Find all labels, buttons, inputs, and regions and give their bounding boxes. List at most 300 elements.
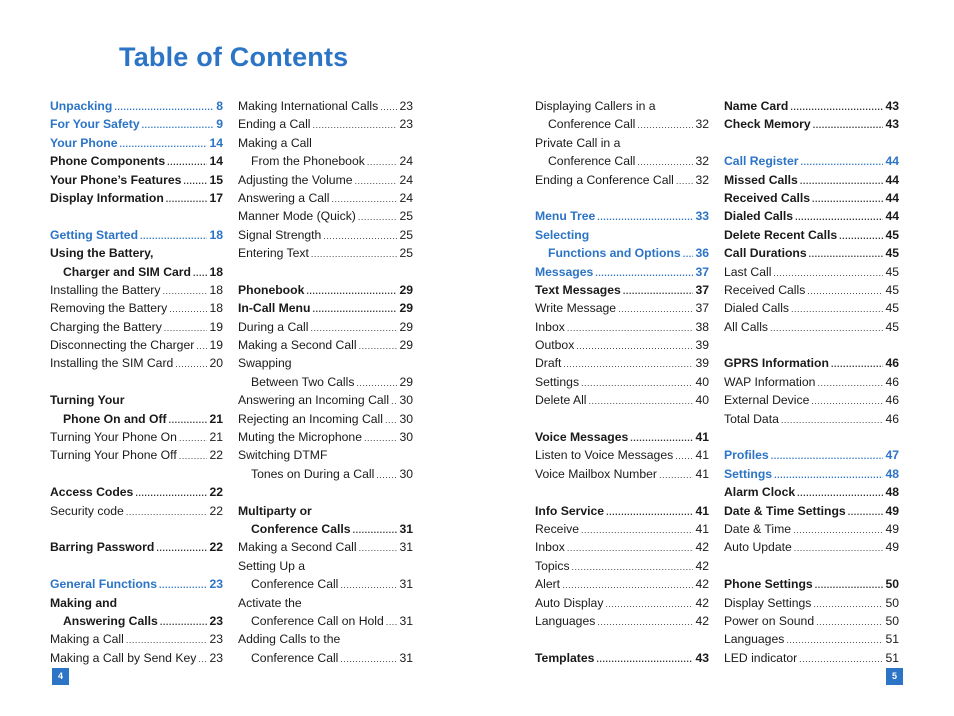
toc-entry-page: 25	[399, 227, 413, 242]
toc-entry-text: General Functions	[50, 577, 157, 592]
toc-spacer	[50, 520, 223, 538]
dot-leader	[774, 466, 883, 484]
toc-entry-page: 40	[695, 374, 709, 389]
toc-entry	[238, 189, 413, 207]
toc-spacer	[724, 134, 899, 152]
dot-leader	[637, 153, 693, 171]
toc-entry-page: 44	[885, 172, 899, 187]
toc-entry-page: 45	[885, 246, 899, 261]
toc-column-2	[238, 97, 413, 667]
toc-entry	[238, 649, 413, 667]
dot-leader	[367, 153, 398, 171]
toc-entry	[724, 502, 899, 520]
toc-entry-text: Name Card	[724, 99, 789, 113]
toc-entry-page: 32	[695, 172, 709, 187]
toc-entry-text: Rejecting an Incoming Call	[238, 411, 383, 426]
dot-leader	[773, 264, 883, 282]
dot-leader	[198, 650, 207, 668]
dot-leader	[771, 447, 884, 465]
toc-entry	[535, 299, 709, 317]
toc-entry	[238, 575, 413, 593]
toc-entry	[238, 538, 413, 556]
toc-spacer	[724, 557, 899, 575]
toc-entry-text: Conference Call	[548, 117, 636, 132]
dot-leader	[797, 484, 883, 502]
toc-entry	[724, 410, 899, 428]
toc-entry-page: 20	[209, 356, 223, 371]
toc-entry-text: Date & Time	[724, 521, 792, 536]
toc-entry	[50, 152, 223, 170]
toc-entry-text: Ending a Conference Call	[535, 172, 674, 187]
toc-spacer	[724, 336, 899, 354]
toc-entry-text: Phone Components	[50, 154, 166, 169]
toc-entry-text: Adding Calls to the	[238, 632, 341, 647]
toc-entry-page: 45	[885, 301, 899, 316]
toc-entry	[238, 502, 413, 520]
toc-entry-text: Inbox	[535, 540, 565, 555]
dot-leader	[159, 576, 207, 594]
toc-entry	[238, 612, 413, 630]
toc-entry	[238, 299, 413, 317]
toc-entry	[50, 299, 223, 317]
toc-entry-text: Turning Your	[50, 393, 125, 408]
toc-entry-page: 17	[209, 190, 223, 205]
toc-entry	[724, 226, 899, 244]
toc-entry	[535, 446, 709, 464]
toc-entry	[238, 391, 413, 409]
toc-entry-text: Private Call in a	[535, 135, 621, 150]
toc-entry-page: 23	[209, 613, 223, 628]
toc-entry	[238, 281, 413, 299]
toc-entry-page: 37	[695, 264, 709, 279]
toc-entry-page: 31	[399, 613, 413, 628]
dot-leader	[800, 172, 884, 190]
toc-entry-text: Received Calls	[724, 282, 806, 297]
toc-entry-text: Making a Call	[50, 632, 124, 647]
toc-entry	[50, 446, 223, 464]
toc-column-4	[724, 97, 899, 667]
toc-entry	[724, 171, 899, 189]
toc-entry-text: Languages	[535, 613, 596, 628]
toc-entry	[724, 263, 899, 281]
toc-entry	[724, 354, 899, 372]
toc-entry	[50, 483, 223, 501]
toc-entry-page: 24	[399, 172, 413, 187]
toc-entry-text: Charging the Battery	[50, 319, 162, 334]
toc-entry-text: Barring Password	[50, 540, 155, 555]
dot-leader	[306, 282, 397, 300]
dot-leader	[313, 116, 398, 134]
toc-entry-page: 43	[695, 650, 709, 665]
toc-entry-text: Last Call	[724, 264, 772, 279]
toc-entry-page: 40	[695, 393, 709, 408]
toc-entry-page: 30	[399, 466, 413, 481]
toc-entry	[724, 189, 899, 207]
toc-entry-text: Draft	[535, 356, 562, 371]
toc-entry-text: External Device	[724, 393, 810, 408]
toc-entry-text: Displaying Callers in a	[535, 99, 656, 113]
toc-section-entry	[50, 226, 223, 244]
toc-entry-text: Access Codes	[50, 485, 134, 500]
dot-leader	[385, 411, 397, 429]
toc-entry-text: Between Two Calls	[251, 374, 355, 389]
toc-entry	[50, 244, 223, 262]
dot-leader	[831, 355, 883, 373]
toc-entry-page: 23	[399, 117, 413, 132]
toc-entry	[535, 336, 709, 354]
dot-leader	[597, 613, 693, 631]
toc-entry	[724, 649, 899, 667]
dot-leader	[135, 484, 207, 502]
toc-entry-page: 49	[885, 540, 899, 555]
toc-entry	[238, 428, 413, 446]
toc-entry-text: Answering a Call	[238, 190, 330, 205]
toc-spacer	[535, 630, 709, 648]
left-page-number: 4	[52, 668, 69, 685]
toc-entry	[535, 428, 709, 446]
dot-leader	[605, 595, 693, 613]
dot-leader	[581, 521, 693, 539]
dot-leader	[196, 337, 207, 355]
dot-leader	[386, 613, 398, 631]
toc-entry-page: 49	[885, 503, 899, 518]
toc-entry	[535, 502, 709, 520]
toc-entry	[50, 263, 223, 281]
toc-entry-text: Power on Sound	[724, 613, 815, 628]
toc-entry-page: 42	[695, 558, 709, 573]
toc-entry-page: 14	[209, 154, 223, 169]
toc-entry	[50, 391, 223, 409]
toc-entry-text: Conference Call	[251, 577, 339, 592]
toc-column-1	[50, 97, 223, 667]
dot-leader	[567, 319, 694, 337]
toc-spacer	[535, 483, 709, 501]
dot-leader	[563, 355, 693, 373]
dot-leader	[164, 319, 208, 337]
toc-entry-text: Making a Second Call	[238, 540, 357, 555]
toc-entry	[535, 134, 709, 152]
toc-entry-page: 31	[399, 577, 413, 592]
toc-entry-text: Functions and Options	[548, 246, 681, 261]
toc-entry-page: 36	[695, 246, 709, 261]
toc-entry-text: Signal Strength	[238, 227, 322, 242]
dot-leader	[812, 190, 883, 208]
toc-section-entry	[535, 244, 709, 262]
toc-entry	[238, 354, 413, 372]
toc-entry-text: Making a Call	[238, 135, 312, 150]
toc-section-entry	[535, 263, 709, 281]
dot-leader	[169, 411, 208, 429]
toc-entry-page: 45	[885, 227, 899, 242]
toc-entry-text: Delete Recent Calls	[724, 227, 838, 242]
dot-leader	[799, 650, 883, 668]
toc-entry	[238, 244, 413, 262]
toc-entry-text: Turning Your Phone Off	[50, 448, 177, 463]
toc-entry	[50, 336, 223, 354]
toc-entry-page: 29	[399, 319, 413, 334]
toc-entry	[50, 410, 223, 428]
dot-leader	[848, 503, 884, 521]
dot-leader	[839, 227, 883, 245]
toc-entry	[724, 318, 899, 336]
toc-entry-text: Conference Calls	[251, 521, 351, 536]
toc-entry-text: Conference Call	[548, 154, 636, 169]
toc-entry-page: 50	[885, 595, 899, 610]
toc-entry-page: 32	[695, 117, 709, 132]
dot-leader	[175, 355, 207, 373]
toc-section-entry	[50, 115, 223, 133]
dot-leader	[156, 539, 207, 557]
toc-entry-text: Your Phone	[50, 135, 118, 150]
dot-leader	[816, 613, 883, 631]
toc-entry	[238, 336, 413, 354]
toc-entry	[238, 520, 413, 538]
toc-entry	[724, 207, 899, 225]
dot-leader	[683, 245, 694, 263]
toc-entry-page: 37	[695, 301, 709, 316]
toc-entry	[238, 557, 413, 575]
dot-leader	[353, 521, 398, 539]
dot-leader	[596, 650, 693, 668]
toc-entry-page: 31	[399, 650, 413, 665]
dot-leader	[589, 392, 694, 410]
toc-entry-text: Received Calls	[724, 190, 811, 205]
toc-entry-page: 31	[399, 521, 413, 536]
toc-entry-text: Tones on During a Call	[251, 466, 375, 481]
dot-leader	[817, 374, 883, 392]
dot-leader	[794, 539, 884, 557]
toc-entry	[238, 152, 413, 170]
toc-entry-text: Topics	[535, 558, 570, 573]
toc-entry-text: For Your Safety	[50, 117, 140, 132]
toc-entry-page: 43	[885, 117, 899, 132]
toc-entry-page: 18	[209, 301, 223, 316]
toc-entry	[50, 318, 223, 336]
toc-entry-text: Switching DTMF	[238, 448, 328, 463]
toc-entry	[724, 612, 899, 630]
toc-entry	[238, 318, 413, 336]
toc-entry-page: 22	[209, 540, 223, 555]
dot-leader	[358, 208, 398, 226]
toc-entry-text: Security code	[50, 503, 124, 518]
toc-entry	[238, 630, 413, 648]
dot-leader	[310, 319, 397, 337]
dot-leader	[676, 172, 694, 190]
toc-entry-page: 41	[695, 521, 709, 536]
toc-entry	[535, 465, 709, 483]
toc-entry-text: Auto Update	[724, 540, 792, 555]
toc-entry-text: Turning Your Phone On	[50, 430, 177, 445]
toc-entry-page: 29	[399, 301, 413, 316]
toc-entry-page: 49	[885, 521, 899, 536]
toc-entry-text: Conference Call	[251, 650, 339, 665]
toc-entry-text: Call Durations	[724, 246, 807, 261]
toc-entry-text: Voice Messages	[535, 430, 629, 445]
toc-entry-text: Removing the Battery	[50, 301, 168, 316]
toc-entry-text: Call Register	[724, 154, 799, 169]
toc-entry-page: 48	[885, 485, 899, 500]
toc-entry	[535, 281, 709, 299]
dot-leader	[179, 447, 208, 465]
toc-entry-text: Answering an Incoming Call	[238, 393, 390, 408]
toc-entry	[724, 299, 899, 317]
toc-entry	[50, 171, 223, 189]
dot-leader	[595, 264, 693, 282]
toc-entry-text: Entering Text	[238, 246, 309, 261]
toc-entry-text: Disconnecting the Charger	[50, 338, 195, 353]
toc-entry-page: 24	[399, 154, 413, 169]
toc-entry-page: 23	[209, 650, 223, 665]
dot-leader	[331, 190, 397, 208]
toc-entry-page: 44	[885, 190, 899, 205]
toc-entry	[724, 391, 899, 409]
toc-entry	[535, 318, 709, 336]
toc-entry-text: Installing the SIM Card	[50, 356, 174, 371]
toc-entry-page: 29	[399, 282, 413, 297]
toc-entry-page: 51	[885, 632, 899, 647]
toc-section-entry	[724, 152, 899, 170]
dot-leader	[311, 245, 398, 263]
toc-entry-page: 42	[695, 595, 709, 610]
toc-entry-text: Making a Second Call	[238, 338, 357, 353]
toc-entry	[238, 226, 413, 244]
dot-leader	[391, 392, 397, 410]
dot-leader	[340, 576, 397, 594]
toc-entry	[50, 281, 223, 299]
toc-entry-text: Conference Call on Hold	[251, 613, 384, 628]
toc-entry-text: Date & Time Settings	[724, 503, 846, 518]
toc-entry-text: Settings	[724, 466, 773, 481]
toc-entry-page: 41	[695, 430, 709, 445]
toc-entry	[50, 502, 223, 520]
dot-leader	[376, 466, 397, 484]
toc-entry	[50, 354, 223, 372]
toc-entry-page: 23	[209, 632, 223, 647]
toc-entry	[724, 244, 899, 262]
toc-entry-page: 21	[209, 411, 223, 426]
toc-entry	[724, 483, 899, 501]
dot-leader	[781, 411, 884, 429]
toc-entry	[535, 575, 709, 593]
toc-entry	[535, 538, 709, 556]
toc-entry-page: 30	[399, 393, 413, 408]
toc-entry-page: 41	[695, 448, 709, 463]
toc-entry-text: Phonebook	[238, 282, 305, 297]
toc-entry-page: 42	[695, 540, 709, 555]
toc-entry-page: 41	[695, 503, 709, 518]
toc-entry	[50, 649, 223, 667]
toc-entry-text: Templates	[535, 650, 595, 665]
toc-entry-text: Charger and SIM Card	[63, 264, 191, 279]
toc-entry-text: Swapping	[238, 356, 292, 371]
toc-entry-text: Phone On and Off	[63, 411, 167, 426]
toc-entry	[724, 538, 899, 556]
toc-entry-text: Auto Display	[535, 595, 604, 610]
dot-leader	[623, 282, 694, 300]
toc-entry	[50, 594, 223, 612]
toc-spacer	[50, 207, 223, 225]
toc-entry-text: Your Phone’s Features	[50, 172, 182, 187]
toc-entry-text: Write Message	[535, 301, 617, 316]
toc-entry-page: 9	[216, 117, 223, 132]
toc-entry-text: WAP Information	[724, 374, 816, 389]
toc-entry-text: Activate the	[238, 595, 302, 610]
toc-entry-text: Missed Calls	[724, 172, 798, 187]
toc-spacer	[50, 373, 223, 391]
toc-entry-text: Settings	[535, 374, 580, 389]
toc-entry-page: 45	[885, 319, 899, 334]
toc-entry-page: 23	[399, 99, 413, 113]
toc-section-entry	[535, 207, 709, 225]
toc-entry	[238, 171, 413, 189]
toc-entry-text: Answering Calls	[63, 613, 158, 628]
toc-entry-text: In-Call Menu	[238, 301, 311, 316]
dot-leader	[807, 282, 883, 300]
dot-leader	[801, 153, 884, 171]
toc-entry-text: Alert	[535, 577, 561, 592]
toc-entry-text: Making International Calls	[238, 99, 379, 113]
toc-entry-text: Languages	[724, 632, 785, 647]
toc-spacer	[50, 465, 223, 483]
dot-leader	[811, 392, 883, 410]
toc-entry-page: 14	[209, 135, 223, 150]
dot-leader	[312, 300, 397, 318]
dot-leader	[675, 447, 693, 465]
toc-spacer	[50, 557, 223, 575]
toc-spacer	[238, 263, 413, 281]
toc-entry-text: Delete All	[535, 393, 587, 408]
toc-entry	[535, 373, 709, 391]
dot-leader	[770, 319, 883, 337]
toc-spacer	[238, 483, 413, 501]
dot-leader	[791, 300, 883, 318]
toc-entry-page: 46	[885, 356, 899, 371]
toc-entry-text: Voice Mailbox Number	[535, 466, 657, 481]
toc-entry-text: Dialed Calls	[724, 209, 794, 224]
dot-leader	[618, 300, 693, 318]
toc-entry-text: Getting Started	[50, 227, 139, 242]
dot-leader	[323, 227, 397, 245]
dot-leader	[359, 539, 398, 557]
toc-entry	[238, 115, 413, 133]
toc-entry-text: Selecting	[535, 227, 590, 242]
toc-entry-page: 39	[695, 356, 709, 371]
toc-entry-text: Menu Tree	[535, 209, 596, 224]
toc-section-entry	[50, 97, 223, 115]
toc-entry-page: 45	[885, 282, 899, 297]
toc-entry-text: Display Settings	[724, 595, 812, 610]
toc-entry-page: 22	[209, 503, 223, 518]
toc-entry-page: 25	[399, 209, 413, 224]
toc-entry-page: 37	[695, 282, 709, 297]
toc-spacer	[535, 410, 709, 428]
toc-entry	[535, 612, 709, 630]
toc-entry-page: 18	[209, 282, 223, 297]
dot-leader	[140, 227, 207, 245]
toc-entry	[535, 97, 709, 115]
toc-entry-page: 43	[885, 99, 899, 113]
toc-entry-page: 18	[209, 264, 223, 279]
dot-leader	[562, 576, 693, 594]
dot-leader	[166, 190, 208, 208]
toc-entry-page: 29	[399, 374, 413, 389]
toc-entry-page: 51	[885, 650, 899, 665]
toc-entry-page: 38	[695, 319, 709, 334]
right-page-number: 5	[886, 668, 903, 685]
toc-entry-text: GPRS Information	[724, 356, 829, 371]
toc-entry	[724, 594, 899, 612]
toc-entry-text: Adjusting the Volume	[238, 172, 353, 187]
